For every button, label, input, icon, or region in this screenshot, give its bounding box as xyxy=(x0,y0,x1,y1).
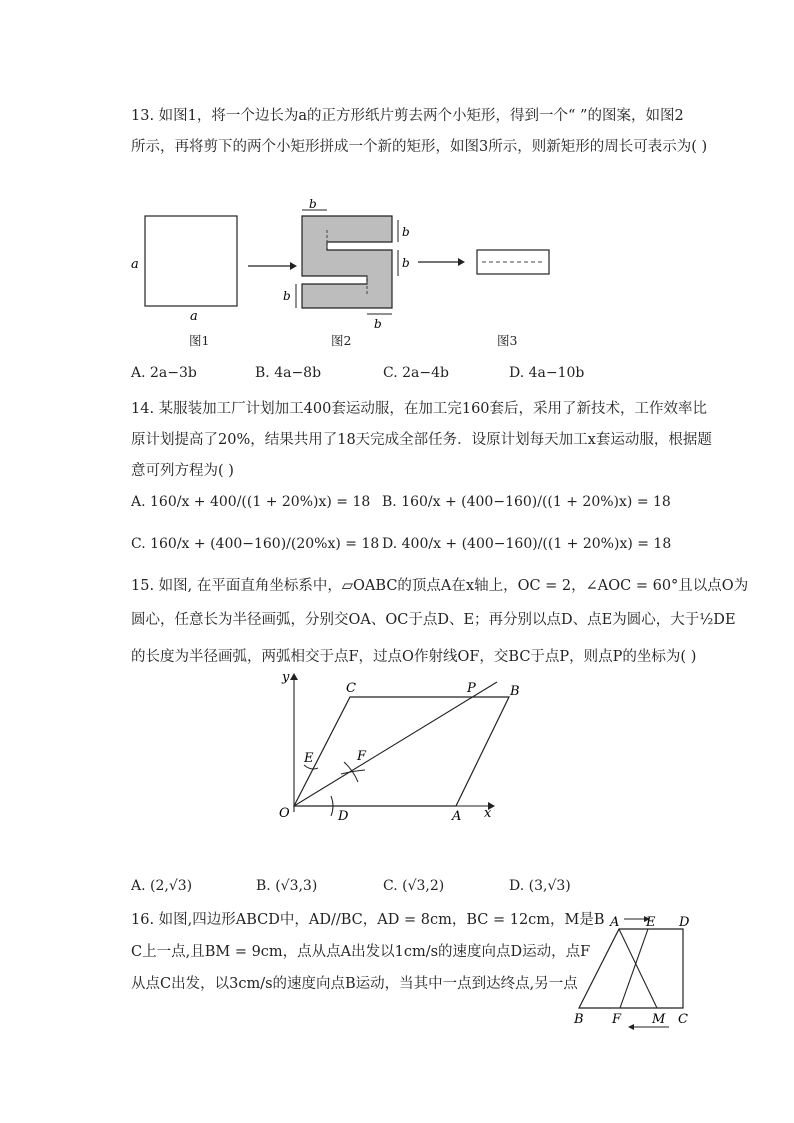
fig1-caption: 图1 xyxy=(189,333,210,348)
svg-text:B: B xyxy=(510,684,520,699)
fig1-label-a-bottom: a xyxy=(190,309,198,324)
q13-option-c[interactable]: C. 2a−4b xyxy=(383,365,449,381)
svg-text:E: E xyxy=(646,915,656,930)
arrow-left-icon xyxy=(628,1024,634,1030)
arrow-icon xyxy=(458,258,465,266)
q15-line1: 15. 如图, 在平面直角坐标系中，▱OABC的顶点A在x轴上，OC = 2，∠AOC = 60°且以点O为 xyxy=(131,578,749,594)
fig1-square xyxy=(145,216,237,306)
svg-text:A: A xyxy=(610,915,620,930)
fig2-s-shape xyxy=(302,216,392,308)
arrow-icon xyxy=(290,262,297,270)
q14-line3: 意可列方程为( ) xyxy=(131,463,234,479)
q15-option-b[interactable]: B. (√3,3) xyxy=(256,878,318,894)
fig3-caption: 图3 xyxy=(497,333,518,348)
svg-text:B: B xyxy=(574,1012,584,1027)
svg-text:F: F xyxy=(612,1012,622,1027)
q15-option-d[interactable]: D. (3,√3) xyxy=(509,878,571,894)
svg-text:A: A xyxy=(452,809,462,824)
q13-line2: 所示，再将剪下的两个小矩形拼成一个新的矩形，如图3所示，则新矩形的周长可表示为( ) xyxy=(131,139,708,155)
fig1-label-a-left: a xyxy=(131,257,139,272)
svg-text:P: P xyxy=(467,681,476,696)
q13-option-a[interactable]: A. 2a−3b xyxy=(131,365,197,381)
svg-text:x: x xyxy=(484,806,492,821)
q14-option-b[interactable]: B. 160/x + (400−160)/((1 + 20%)x) = 18 xyxy=(382,494,671,510)
svg-text:b: b xyxy=(309,197,317,211)
svg-text:D: D xyxy=(679,915,690,930)
svg-text:O: O xyxy=(279,806,290,821)
q15-line2: 圆心，任意长为半径画弧，分别交OA、OC于点D、E；再分别以点D、点E为圆心，大于½DE xyxy=(131,612,736,628)
q15-option-c[interactable]: C. (√3,2) xyxy=(383,878,445,894)
q16-line3: 从点C出发，以3cm/s的速度向点B运动，当其中一点到达终点,另一点 xyxy=(131,976,578,992)
svg-text:b: b xyxy=(374,317,382,331)
q14-line1: 14. 某服装加工厂计划加工400套运动服，在加工完160套后，采用了新技术，工作效率比 xyxy=(131,401,708,417)
svg-text:y: y xyxy=(282,670,290,685)
svg-text:b: b xyxy=(283,289,291,303)
q13-option-b[interactable]: B. 4a−8b xyxy=(255,365,322,381)
q14-option-c[interactable]: C. 160/x + (400−160)/(20%x) = 18 xyxy=(131,536,380,552)
q13-line1: 13. 如图1，将一个边长为a的正方形纸片剪去两个小矩形，得到一个“ ”的图案，如图2 xyxy=(131,108,684,124)
y-axis-arrow-icon xyxy=(290,673,298,680)
svg-text:C: C xyxy=(678,1012,688,1027)
ray-of xyxy=(294,682,497,806)
q13-figures xyxy=(0,196,794,336)
parallelogram-oabc xyxy=(294,697,509,806)
svg-text:D: D xyxy=(338,809,349,824)
fig2-caption: 图2 xyxy=(331,333,352,348)
svg-text:b: b xyxy=(402,256,410,270)
q15-figure xyxy=(0,670,794,830)
quadrilateral-abcd xyxy=(579,929,683,1008)
q13-option-d[interactable]: D. 4a−10b xyxy=(509,365,585,381)
q14-line2: 原计划提高了20%，结果共用了18天完成全部任务．设原计划每天加工x套运动服，根据题 xyxy=(131,432,712,448)
svg-text:F: F xyxy=(357,749,367,764)
q16-line2: C上一点,且BM = 9cm，点从点A出发以1cm/s的速度向点D运动，点F xyxy=(131,944,591,960)
svg-text:M: M xyxy=(652,1012,666,1027)
q15-line3: 的长度为半径画弧，两弧相交于点F，过点O作射线OF，交BC于点P，则点P的坐标为( ) xyxy=(131,649,697,665)
q14-option-d[interactable]: D. 400/x + (400−160)/((1 + 20%)x) = 18 xyxy=(382,536,672,552)
svg-text:E: E xyxy=(304,751,314,766)
svg-text:b: b xyxy=(402,225,410,239)
svg-text:C: C xyxy=(346,681,356,696)
q15-option-a[interactable]: A. (2,√3) xyxy=(131,878,193,894)
q14-option-a[interactable]: A. 160/x + 400/((1 + 20%)x) = 18 xyxy=(131,494,371,510)
q16-line1: 16. 如图,四边形ABCD中，AD//BC，AD = 8cm，BC = 12cm，M是B xyxy=(131,912,605,928)
q16-figure xyxy=(566,908,706,1033)
